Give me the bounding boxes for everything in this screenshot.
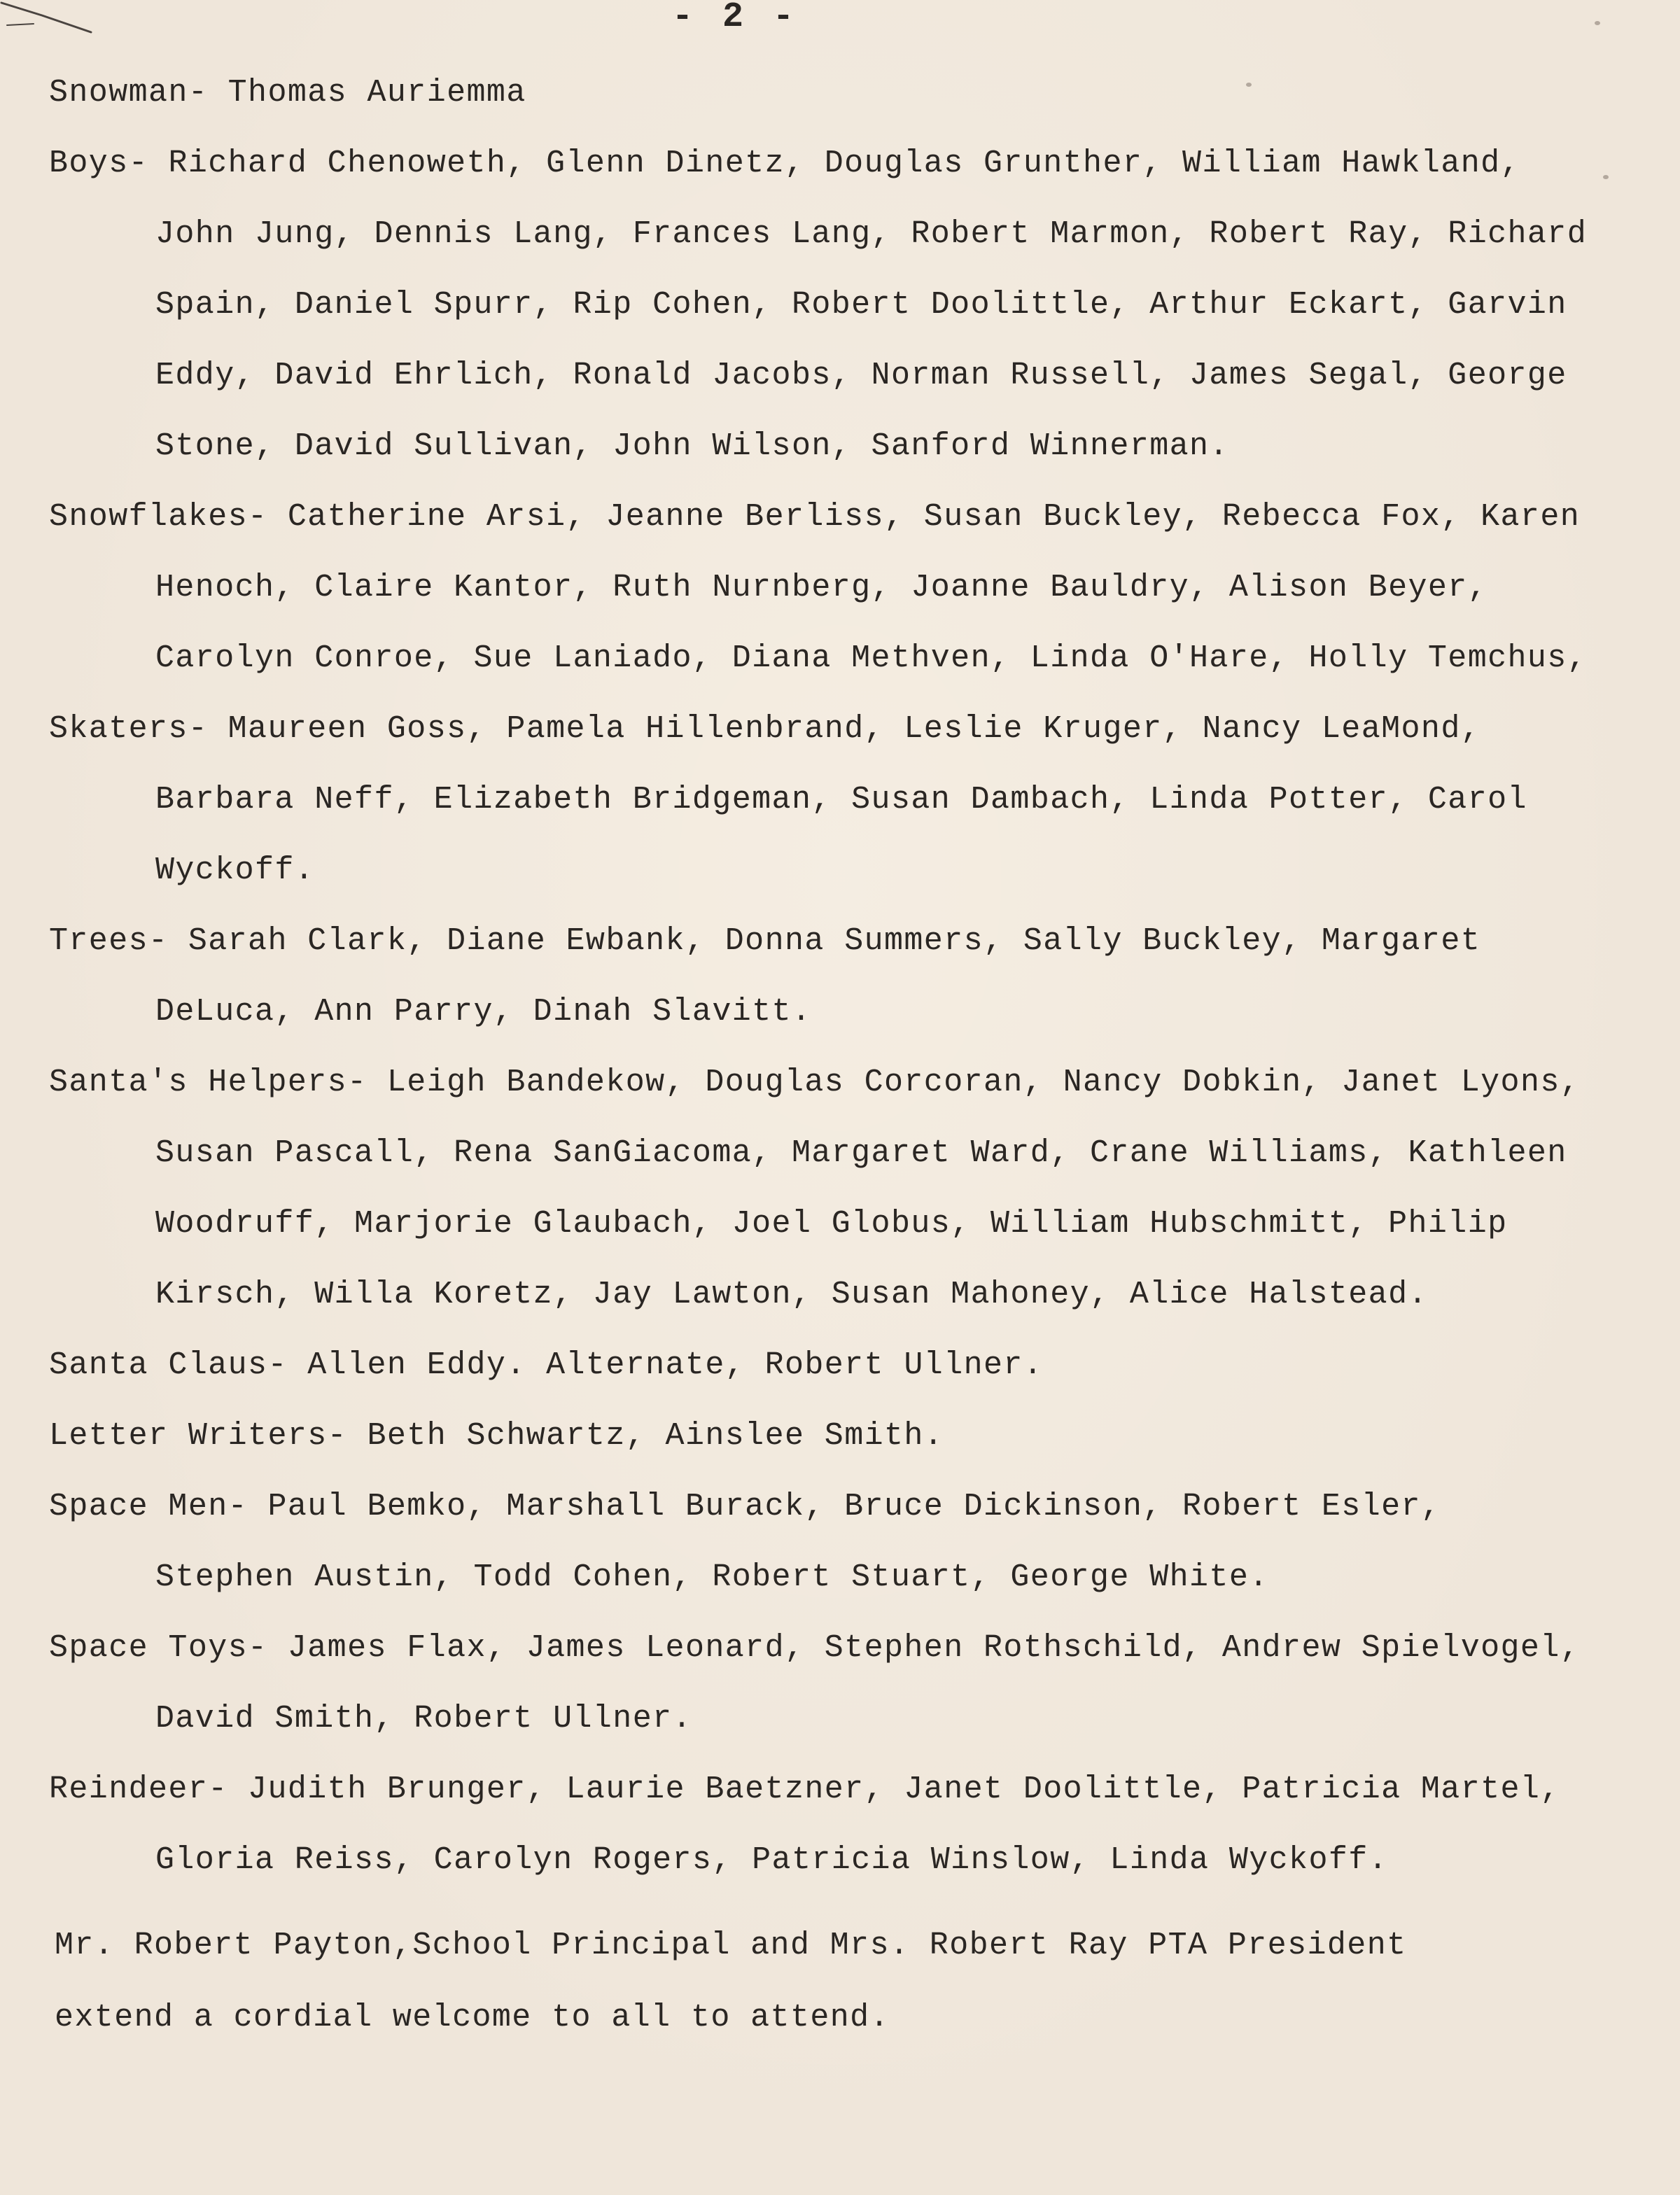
- cast-entry-snowman: [49, 57, 1666, 128]
- names-line: John Jung, Dennis Lang, Frances Lang, Robert Marmon, Robert Ray, Richard: [155, 216, 1588, 252]
- names-line: Sarah Clark, Diane Ewbank, Donna Summers, Sally Buckley, Margaret: [188, 923, 1481, 959]
- cast-entry-letter-writers: [49, 1401, 1666, 1471]
- names-line: James Flax, James Leonard, Stephen Rothschild, Andrew Spielvogel,: [287, 1630, 1581, 1666]
- pencil-mark: [0, 0, 98, 42]
- paper-speck: [1595, 21, 1600, 25]
- names-line: Paul Bemko, Marshall Burack, Bruce Dickinson, Robert Esler,: [267, 1489, 1441, 1524]
- cast-entry-reindeer: [49, 1754, 1666, 1895]
- cast-entry-santa-claus: [49, 1330, 1666, 1401]
- names-line: Leigh Bandekow, Douglas Corcoran, Nancy Dobkin, Janet Lyons,: [386, 1065, 1581, 1100]
- names-line: Spain, Daniel Spurr, Rip Cohen, Robert Doolittle, Arthur Eckart, Garvin: [155, 287, 1567, 323]
- names-line: Judith Brunger, Laurie Baetzner, Janet Doolittle, Patricia Martel,: [248, 1772, 1560, 1807]
- role-label: Snowflakes-: [49, 499, 268, 535]
- cast-entry-skaters: [49, 694, 1666, 906]
- cast-entry-boys: [49, 128, 1666, 482]
- role-label: Boys-: [49, 146, 149, 181]
- cast-entry-space-toys: [49, 1613, 1666, 1754]
- names-line: Catherine Arsi, Jeanne Berliss, Susan Buckley, Rebecca Fox, Karen: [287, 499, 1581, 535]
- names-line: Beth Schwartz, Ainslee Smith.: [367, 1418, 944, 1454]
- closing-line: extend a cordial welcome to all to attend.: [55, 2000, 890, 2035]
- cast-list: [49, 57, 1666, 1895]
- names-line: Woodruff, Marjorie Glaubach, Joel Globus, William Hubschmitt, Philip: [155, 1206, 1508, 1242]
- cast-entry-space-men: [49, 1471, 1666, 1613]
- role-label: Reindeer-: [49, 1772, 228, 1807]
- cast-entry-santas-helpers: [49, 1047, 1666, 1330]
- names-line: Stone, David Sullivan, John Wilson, Sanford Winnerman.: [155, 428, 1229, 464]
- names-line: Thomas Auriemma: [227, 75, 526, 111]
- names-line: Gloria Reiss, Carolyn Rogers, Patricia Winslow, Linda Wyckoff.: [155, 1842, 1389, 1878]
- names-line: Susan Pascall, Rena SanGiacoma, Margaret Ward, Crane Williams, Kathleen: [155, 1135, 1567, 1171]
- names-line: Barbara Neff, Elizabeth Bridgeman, Susan Dambach, Linda Potter, Carol: [155, 782, 1527, 818]
- role-label: Letter Writers-: [49, 1418, 348, 1454]
- role-label: Santa's Helpers-: [49, 1065, 368, 1100]
- names-line: Eddy, David Ehrlich, Ronald Jacobs, Norman Russell, James Segal, George: [155, 358, 1567, 393]
- page-number: - 2 -: [672, 0, 799, 37]
- role-label: Trees-: [49, 923, 169, 959]
- role-label: Space Men-: [49, 1489, 248, 1524]
- names-line: Carolyn Conroe, Sue Laniado, Diana Methven, Linda O'Hare, Holly Temchus,: [155, 640, 1588, 676]
- names-line: DeLuca, Ann Parry, Dinah Slavitt.: [155, 994, 812, 1030]
- names-line: Henoch, Claire Kantor, Ruth Nurnberg, Joanne Bauldry, Alison Beyer,: [155, 570, 1488, 605]
- paper-speck: [1603, 175, 1609, 179]
- closing-statement: [55, 1909, 1665, 2054]
- names-line: Maureen Goss, Pamela Hillenbrand, Leslie Kruger, Nancy LeaMond,: [227, 711, 1481, 747]
- role-label: Snowman-: [49, 75, 209, 111]
- paper-speck: [1246, 83, 1252, 87]
- role-label: Skaters-: [49, 711, 209, 747]
- names-line: David Smith, Robert Ullner.: [155, 1701, 692, 1737]
- role-label: Santa Claus-: [49, 1347, 288, 1383]
- names-line: Kirsch, Willa Koretz, Jay Lawton, Susan Mahoney, Alice Halstead.: [155, 1277, 1428, 1312]
- names-line: Wyckoff.: [155, 853, 315, 888]
- cast-entry-trees: [49, 906, 1666, 1047]
- names-line: Stephen Austin, Todd Cohen, Robert Stuart, George White.: [155, 1559, 1269, 1595]
- role-label: Space Toys-: [49, 1630, 268, 1666]
- closing-line: Mr. Robert Payton,School Principal and Mrs. Robert Ray PTA President: [55, 1928, 1407, 1963]
- names-line: Allen Eddy. Alternate, Robert Ullner.: [307, 1347, 1044, 1383]
- cast-entry-snowflakes: [49, 482, 1666, 694]
- names-line: Richard Chenoweth, Glenn Dinetz, Douglas Grunther, William Hawkland,: [168, 146, 1520, 181]
